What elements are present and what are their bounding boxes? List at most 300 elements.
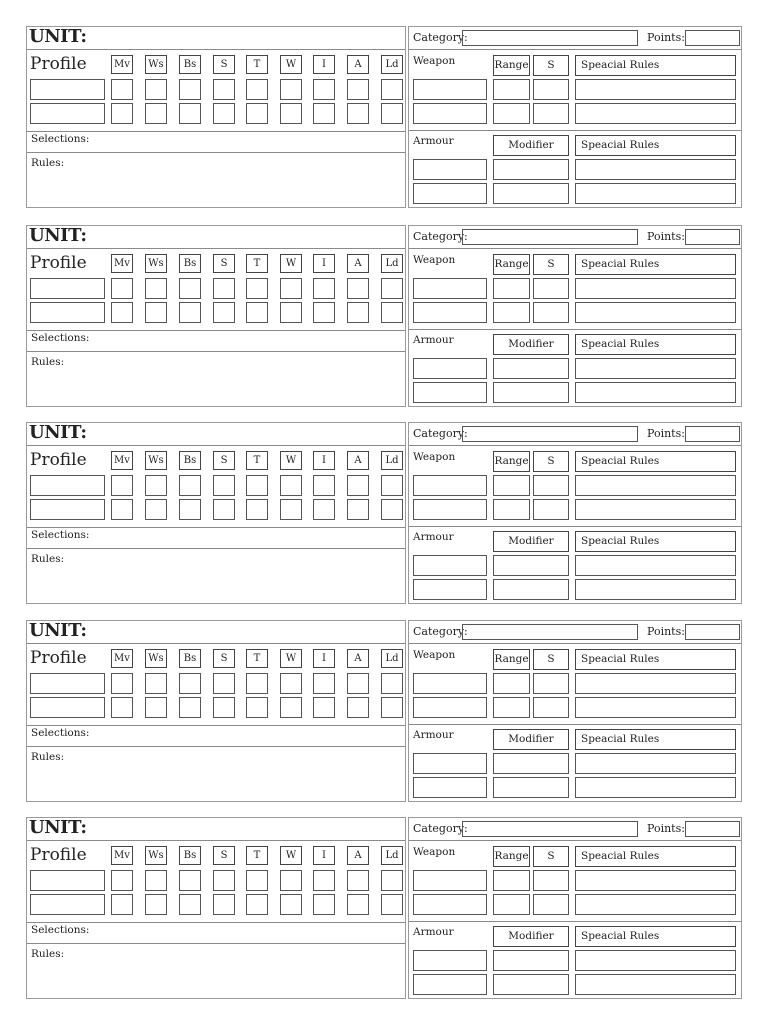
category-divider	[409, 643, 741, 644]
stat-header-ld: Ld	[381, 451, 403, 470]
profile-name-field[interactable]	[30, 475, 105, 496]
stat-header-a: A	[347, 254, 369, 273]
stat-header-ws: Ws	[145, 846, 167, 865]
unit-title: UNIT:	[29, 620, 87, 641]
stat-field-w[interactable]	[280, 673, 302, 694]
category-label: Category:	[413, 427, 468, 440]
weapon-special-rules-field[interactable]	[575, 499, 736, 520]
stat-field-bs[interactable]	[179, 499, 201, 520]
stat-field-ld[interactable]	[381, 475, 403, 496]
special-rules-header: Speacial Rules	[575, 55, 736, 76]
stat-field-i[interactable]	[313, 697, 335, 718]
weapon-name-field[interactable]	[413, 302, 487, 323]
points-label: Points:	[647, 822, 685, 835]
profile-name-field[interactable]	[30, 697, 105, 718]
weapon-armour-panel	[408, 26, 742, 208]
stat-header-mv: Mv	[111, 254, 133, 273]
stat-header-mv: Mv	[111, 649, 133, 668]
stat-field-t[interactable]	[246, 673, 268, 694]
stat-header-w: W	[280, 649, 302, 668]
stat-field-ws[interactable]	[145, 79, 167, 100]
points-field[interactable]	[685, 426, 740, 442]
stat-header-i: I	[313, 55, 335, 74]
stat-field-w[interactable]	[280, 103, 302, 124]
armour-special-rules-field[interactable]	[575, 753, 736, 774]
armour-modifier-field[interactable]	[493, 974, 569, 995]
stat-field-bs[interactable]	[179, 278, 201, 299]
weapon-label: Weapon	[413, 254, 456, 266]
category-divider	[409, 445, 741, 446]
stat-field-bs[interactable]	[179, 475, 201, 496]
weapon-special-rules-field[interactable]	[575, 278, 736, 299]
stat-header-i: I	[313, 846, 335, 865]
stat-header-t: T	[246, 649, 268, 668]
profile-title: Profile	[30, 648, 87, 668]
stat-field-bs[interactable]	[179, 870, 201, 891]
stat-field-a[interactable]	[347, 870, 369, 891]
category-label: Category:	[413, 625, 468, 638]
modifier-header: Modifier	[493, 926, 569, 947]
stat-field-bs[interactable]	[179, 673, 201, 694]
stat-field-ld[interactable]	[381, 673, 403, 694]
stat-field-t[interactable]	[246, 894, 268, 915]
stat-field-s[interactable]	[213, 697, 235, 718]
stat-field-w[interactable]	[280, 302, 302, 323]
stat-field-t[interactable]	[246, 302, 268, 323]
profile-name-field[interactable]	[30, 278, 105, 299]
stat-header-ld: Ld	[381, 55, 403, 74]
stat-field-ws[interactable]	[145, 302, 167, 323]
stat-field-mv[interactable]	[111, 475, 133, 496]
stat-field-w[interactable]	[280, 278, 302, 299]
points-label: Points:	[647, 31, 685, 44]
stat-field-a[interactable]	[347, 673, 369, 694]
stat-field-t[interactable]	[246, 697, 268, 718]
stat-field-i[interactable]	[313, 79, 335, 100]
points-field[interactable]	[685, 30, 740, 46]
stat-header-mv: Mv	[111, 55, 133, 74]
profile-name-field[interactable]	[30, 302, 105, 323]
armour-special-rules-field[interactable]	[575, 974, 736, 995]
weapon-range-field[interactable]	[493, 278, 530, 299]
weapon-range-field[interactable]	[493, 475, 530, 496]
stat-field-ld[interactable]	[381, 79, 403, 100]
armour-name-field[interactable]	[413, 183, 487, 204]
armour-modifier-field[interactable]	[493, 579, 569, 600]
stat-field-w[interactable]	[280, 499, 302, 520]
profile-title: Profile	[30, 450, 87, 470]
stat-header-s: S	[213, 55, 235, 74]
stat-field-s[interactable]	[213, 499, 235, 520]
stat-header-t: T	[246, 55, 268, 74]
weapon-range-field[interactable]	[493, 697, 530, 718]
stat-field-a[interactable]	[347, 697, 369, 718]
armour-name-field[interactable]	[413, 358, 487, 379]
selections-label: Selections:	[31, 133, 90, 145]
rules-label: Rules:	[31, 948, 65, 960]
unit-title: UNIT:	[29, 817, 87, 838]
stat-header-bs: Bs	[179, 254, 201, 273]
armour-label: Armour	[413, 531, 454, 543]
profile-title: Profile	[30, 54, 87, 74]
weapon-name-field[interactable]	[413, 697, 487, 718]
category-label: Category:	[413, 31, 468, 44]
stat-field-ld[interactable]	[381, 499, 403, 520]
stat-field-ld[interactable]	[381, 103, 403, 124]
points-field[interactable]	[685, 229, 740, 245]
stat-field-a[interactable]	[347, 103, 369, 124]
stat-field-s[interactable]	[213, 475, 235, 496]
stat-field-ws[interactable]	[145, 894, 167, 915]
unit-card	[26, 26, 742, 208]
stat-header-mv: Mv	[111, 451, 133, 470]
stat-header-a: A	[347, 846, 369, 865]
weapon-name-field[interactable]	[413, 870, 487, 891]
stat-field-mv[interactable]	[111, 673, 133, 694]
profile-name-field[interactable]	[30, 79, 105, 100]
armour-divider	[409, 724, 741, 725]
category-field[interactable]	[462, 624, 638, 640]
strength-header: S	[533, 846, 569, 867]
weapon-strength-field[interactable]	[533, 302, 569, 323]
category-divider	[409, 49, 741, 50]
stat-field-t[interactable]	[246, 499, 268, 520]
stat-field-s[interactable]	[213, 278, 235, 299]
armour-name-field[interactable]	[413, 159, 487, 180]
stat-field-ld[interactable]	[381, 302, 403, 323]
stat-field-w[interactable]	[280, 894, 302, 915]
strength-header: S	[533, 55, 569, 76]
stat-header-ws: Ws	[145, 649, 167, 668]
stat-field-i[interactable]	[313, 475, 335, 496]
armour-name-field[interactable]	[413, 950, 487, 971]
stat-field-a[interactable]	[347, 499, 369, 520]
armour-special-rules-header: Speacial Rules	[575, 926, 736, 947]
stat-field-mv[interactable]	[111, 697, 133, 718]
weapon-range-field[interactable]	[493, 673, 530, 694]
modifier-header: Modifier	[493, 531, 569, 552]
stat-field-w[interactable]	[280, 475, 302, 496]
stat-field-a[interactable]	[347, 302, 369, 323]
points-label: Points:	[647, 427, 685, 440]
stat-header-i: I	[313, 254, 335, 273]
stat-field-mv[interactable]	[111, 79, 133, 100]
stat-field-ld[interactable]	[381, 894, 403, 915]
range-header: Range	[493, 846, 530, 867]
stat-header-t: T	[246, 254, 268, 273]
armour-modifier-field[interactable]	[493, 382, 569, 403]
range-header: Range	[493, 649, 530, 670]
armour-special-rules-field[interactable]	[575, 555, 736, 576]
stat-field-i[interactable]	[313, 499, 335, 520]
weapon-special-rules-field[interactable]	[575, 894, 736, 915]
stat-field-mv[interactable]	[111, 499, 133, 520]
special-rules-header: Speacial Rules	[575, 846, 736, 867]
weapon-range-field[interactable]	[493, 103, 530, 124]
points-field[interactable]	[685, 821, 740, 837]
weapon-special-rules-field[interactable]	[575, 870, 736, 891]
armour-modifier-field[interactable]	[493, 358, 569, 379]
armour-name-field[interactable]	[413, 579, 487, 600]
unit-title: UNIT:	[29, 225, 87, 246]
weapon-label: Weapon	[413, 55, 456, 67]
stat-field-a[interactable]	[347, 79, 369, 100]
strength-header: S	[533, 254, 569, 275]
stat-field-s[interactable]	[213, 673, 235, 694]
stat-header-i: I	[313, 649, 335, 668]
special-rules-header: Speacial Rules	[575, 451, 736, 472]
profile-name-field[interactable]	[30, 103, 105, 124]
unit-profile-panel	[26, 26, 406, 208]
armour-special-rules-field[interactable]	[575, 579, 736, 600]
weapon-special-rules-field[interactable]	[575, 673, 736, 694]
weapon-name-field[interactable]	[413, 499, 487, 520]
stat-header-bs: Bs	[179, 451, 201, 470]
points-label: Points:	[647, 230, 685, 243]
stat-field-i[interactable]	[313, 894, 335, 915]
points-label: Points:	[647, 625, 685, 638]
stat-header-a: A	[347, 649, 369, 668]
weapon-special-rules-field[interactable]	[575, 302, 736, 323]
stat-field-mv[interactable]	[111, 894, 133, 915]
armour-special-rules-header: Speacial Rules	[575, 135, 736, 156]
stat-field-bs[interactable]	[179, 103, 201, 124]
armour-special-rules-field[interactable]	[575, 159, 736, 180]
rules-label: Rules:	[31, 553, 65, 565]
stat-field-i[interactable]	[313, 673, 335, 694]
unit-profile-panel	[26, 817, 406, 999]
armour-name-field[interactable]	[413, 777, 487, 798]
stat-field-mv[interactable]	[111, 302, 133, 323]
unit-profile-panel	[26, 225, 406, 407]
stat-field-bs[interactable]	[179, 79, 201, 100]
profile-title: Profile	[30, 845, 87, 865]
weapon-range-field[interactable]	[493, 79, 530, 100]
modifier-header: Modifier	[493, 729, 569, 750]
weapon-strength-field[interactable]	[533, 697, 569, 718]
stat-field-w[interactable]	[280, 870, 302, 891]
stat-field-bs[interactable]	[179, 894, 201, 915]
armour-modifier-field[interactable]	[493, 183, 569, 204]
armour-name-field[interactable]	[413, 974, 487, 995]
stat-field-mv[interactable]	[111, 278, 133, 299]
armour-divider	[409, 526, 741, 527]
weapon-strength-field[interactable]	[533, 499, 569, 520]
stat-field-s[interactable]	[213, 894, 235, 915]
stat-field-a[interactable]	[347, 475, 369, 496]
range-header: Range	[493, 254, 530, 275]
stat-header-bs: Bs	[179, 55, 201, 74]
stat-header-mv: Mv	[111, 846, 133, 865]
points-field[interactable]	[685, 624, 740, 640]
weapon-strength-field[interactable]	[533, 103, 569, 124]
weapon-name-field[interactable]	[413, 103, 487, 124]
stat-header-w: W	[280, 254, 302, 273]
armour-modifier-field[interactable]	[493, 753, 569, 774]
armour-special-rules-field[interactable]	[575, 183, 736, 204]
weapon-special-rules-field[interactable]	[575, 79, 736, 100]
weapon-special-rules-field[interactable]	[575, 103, 736, 124]
category-divider	[409, 248, 741, 249]
stat-field-t[interactable]	[246, 103, 268, 124]
stat-header-w: W	[280, 451, 302, 470]
stat-field-ws[interactable]	[145, 475, 167, 496]
stat-field-s[interactable]	[213, 870, 235, 891]
profile-name-field[interactable]	[30, 499, 105, 520]
stat-field-t[interactable]	[246, 278, 268, 299]
armour-label: Armour	[413, 729, 454, 741]
stat-field-w[interactable]	[280, 697, 302, 718]
weapon-special-rules-field[interactable]	[575, 697, 736, 718]
armour-label: Armour	[413, 926, 454, 938]
category-field[interactable]	[462, 426, 638, 442]
stat-field-ws[interactable]	[145, 103, 167, 124]
stat-header-w: W	[280, 846, 302, 865]
stat-field-ld[interactable]	[381, 278, 403, 299]
stat-field-t[interactable]	[246, 870, 268, 891]
strength-header: S	[533, 649, 569, 670]
stat-field-bs[interactable]	[179, 302, 201, 323]
modifier-header: Modifier	[493, 135, 569, 156]
stat-field-i[interactable]	[313, 870, 335, 891]
weapon-range-field[interactable]	[493, 894, 530, 915]
armour-special-rules-header: Speacial Rules	[575, 334, 736, 355]
armour-special-rules-header: Speacial Rules	[575, 729, 736, 750]
stat-field-s[interactable]	[213, 103, 235, 124]
weapon-name-field[interactable]	[413, 475, 487, 496]
armour-special-rules-field[interactable]	[575, 950, 736, 971]
unit-card	[26, 817, 742, 999]
stat-field-ws[interactable]	[145, 697, 167, 718]
profile-name-field[interactable]	[30, 870, 105, 891]
stat-header-bs: Bs	[179, 649, 201, 668]
stat-field-ws[interactable]	[145, 870, 167, 891]
armour-name-field[interactable]	[413, 555, 487, 576]
stat-field-ld[interactable]	[381, 870, 403, 891]
stat-header-s: S	[213, 254, 235, 273]
stat-header-t: T	[246, 451, 268, 470]
selections-label: Selections:	[31, 924, 90, 936]
stat-field-mv[interactable]	[111, 103, 133, 124]
armour-name-field[interactable]	[413, 753, 487, 774]
stat-field-t[interactable]	[246, 79, 268, 100]
stat-field-w[interactable]	[280, 79, 302, 100]
armour-modifier-field[interactable]	[493, 555, 569, 576]
stat-field-s[interactable]	[213, 79, 235, 100]
weapon-label: Weapon	[413, 649, 456, 661]
range-header: Range	[493, 451, 530, 472]
stat-field-t[interactable]	[246, 475, 268, 496]
rules-label: Rules:	[31, 356, 65, 368]
stat-field-ws[interactable]	[145, 278, 167, 299]
armour-special-rules-header: Speacial Rules	[575, 531, 736, 552]
stat-field-bs[interactable]	[179, 697, 201, 718]
stat-header-s: S	[213, 649, 235, 668]
category-divider	[409, 840, 741, 841]
weapon-armour-panel	[408, 817, 742, 999]
weapon-name-field[interactable]	[413, 673, 487, 694]
unit-card	[26, 422, 742, 604]
armour-special-rules-field[interactable]	[575, 358, 736, 379]
modifier-header: Modifier	[493, 334, 569, 355]
weapon-special-rules-field[interactable]	[575, 475, 736, 496]
category-label: Category:	[413, 822, 468, 835]
stat-header-s: S	[213, 451, 235, 470]
armour-modifier-field[interactable]	[493, 777, 569, 798]
weapon-strength-field[interactable]	[533, 870, 569, 891]
stat-field-i[interactable]	[313, 302, 335, 323]
stat-header-ld: Ld	[381, 649, 403, 668]
unit-title: UNIT:	[29, 26, 87, 47]
stat-field-i[interactable]	[313, 103, 335, 124]
profile-name-field[interactable]	[30, 894, 105, 915]
profile-name-field[interactable]	[30, 673, 105, 694]
stat-field-s[interactable]	[213, 302, 235, 323]
unit-card	[26, 225, 742, 407]
stat-header-i: I	[313, 451, 335, 470]
stat-field-ws[interactable]	[145, 673, 167, 694]
weapon-strength-field[interactable]	[533, 475, 569, 496]
profile-title: Profile	[30, 253, 87, 273]
stat-field-ld[interactable]	[381, 697, 403, 718]
armour-divider	[409, 130, 741, 131]
armour-special-rules-field[interactable]	[575, 382, 736, 403]
category-field[interactable]	[462, 229, 638, 245]
stat-field-ws[interactable]	[145, 499, 167, 520]
stat-header-ws: Ws	[145, 254, 167, 273]
stat-header-t: T	[246, 846, 268, 865]
strength-header: S	[533, 451, 569, 472]
weapon-strength-field[interactable]	[533, 278, 569, 299]
weapon-name-field[interactable]	[413, 894, 487, 915]
stat-field-a[interactable]	[347, 278, 369, 299]
armour-name-field[interactable]	[413, 382, 487, 403]
stat-header-ws: Ws	[145, 451, 167, 470]
unit-profile-panel	[26, 620, 406, 802]
category-field[interactable]	[462, 821, 638, 837]
armour-special-rules-field[interactable]	[575, 777, 736, 798]
special-rules-header: Speacial Rules	[575, 254, 736, 275]
range-header: Range	[493, 55, 530, 76]
stat-header-ld: Ld	[381, 846, 403, 865]
category-field[interactable]	[462, 30, 638, 46]
armour-divider	[409, 329, 741, 330]
stat-header-bs: Bs	[179, 846, 201, 865]
weapon-strength-field[interactable]	[533, 894, 569, 915]
armour-label: Armour	[413, 135, 454, 147]
stat-field-a[interactable]	[347, 894, 369, 915]
weapon-strength-field[interactable]	[533, 673, 569, 694]
weapon-range-field[interactable]	[493, 870, 530, 891]
stat-header-a: A	[347, 451, 369, 470]
category-label: Category:	[413, 230, 468, 243]
weapon-range-field[interactable]	[493, 499, 530, 520]
unit-profile-panel	[26, 422, 406, 604]
stat-field-i[interactable]	[313, 278, 335, 299]
stat-field-mv[interactable]	[111, 870, 133, 891]
stat-header-ld: Ld	[381, 254, 403, 273]
unit-card	[26, 620, 742, 802]
weapon-strength-field[interactable]	[533, 79, 569, 100]
weapon-range-field[interactable]	[493, 302, 530, 323]
stat-header-ws: Ws	[145, 55, 167, 74]
armour-modifier-field[interactable]	[493, 159, 569, 180]
selections-label: Selections:	[31, 529, 90, 541]
special-rules-header: Speacial Rules	[575, 649, 736, 670]
weapon-name-field[interactable]	[413, 79, 487, 100]
weapon-name-field[interactable]	[413, 278, 487, 299]
armour-modifier-field[interactable]	[493, 950, 569, 971]
